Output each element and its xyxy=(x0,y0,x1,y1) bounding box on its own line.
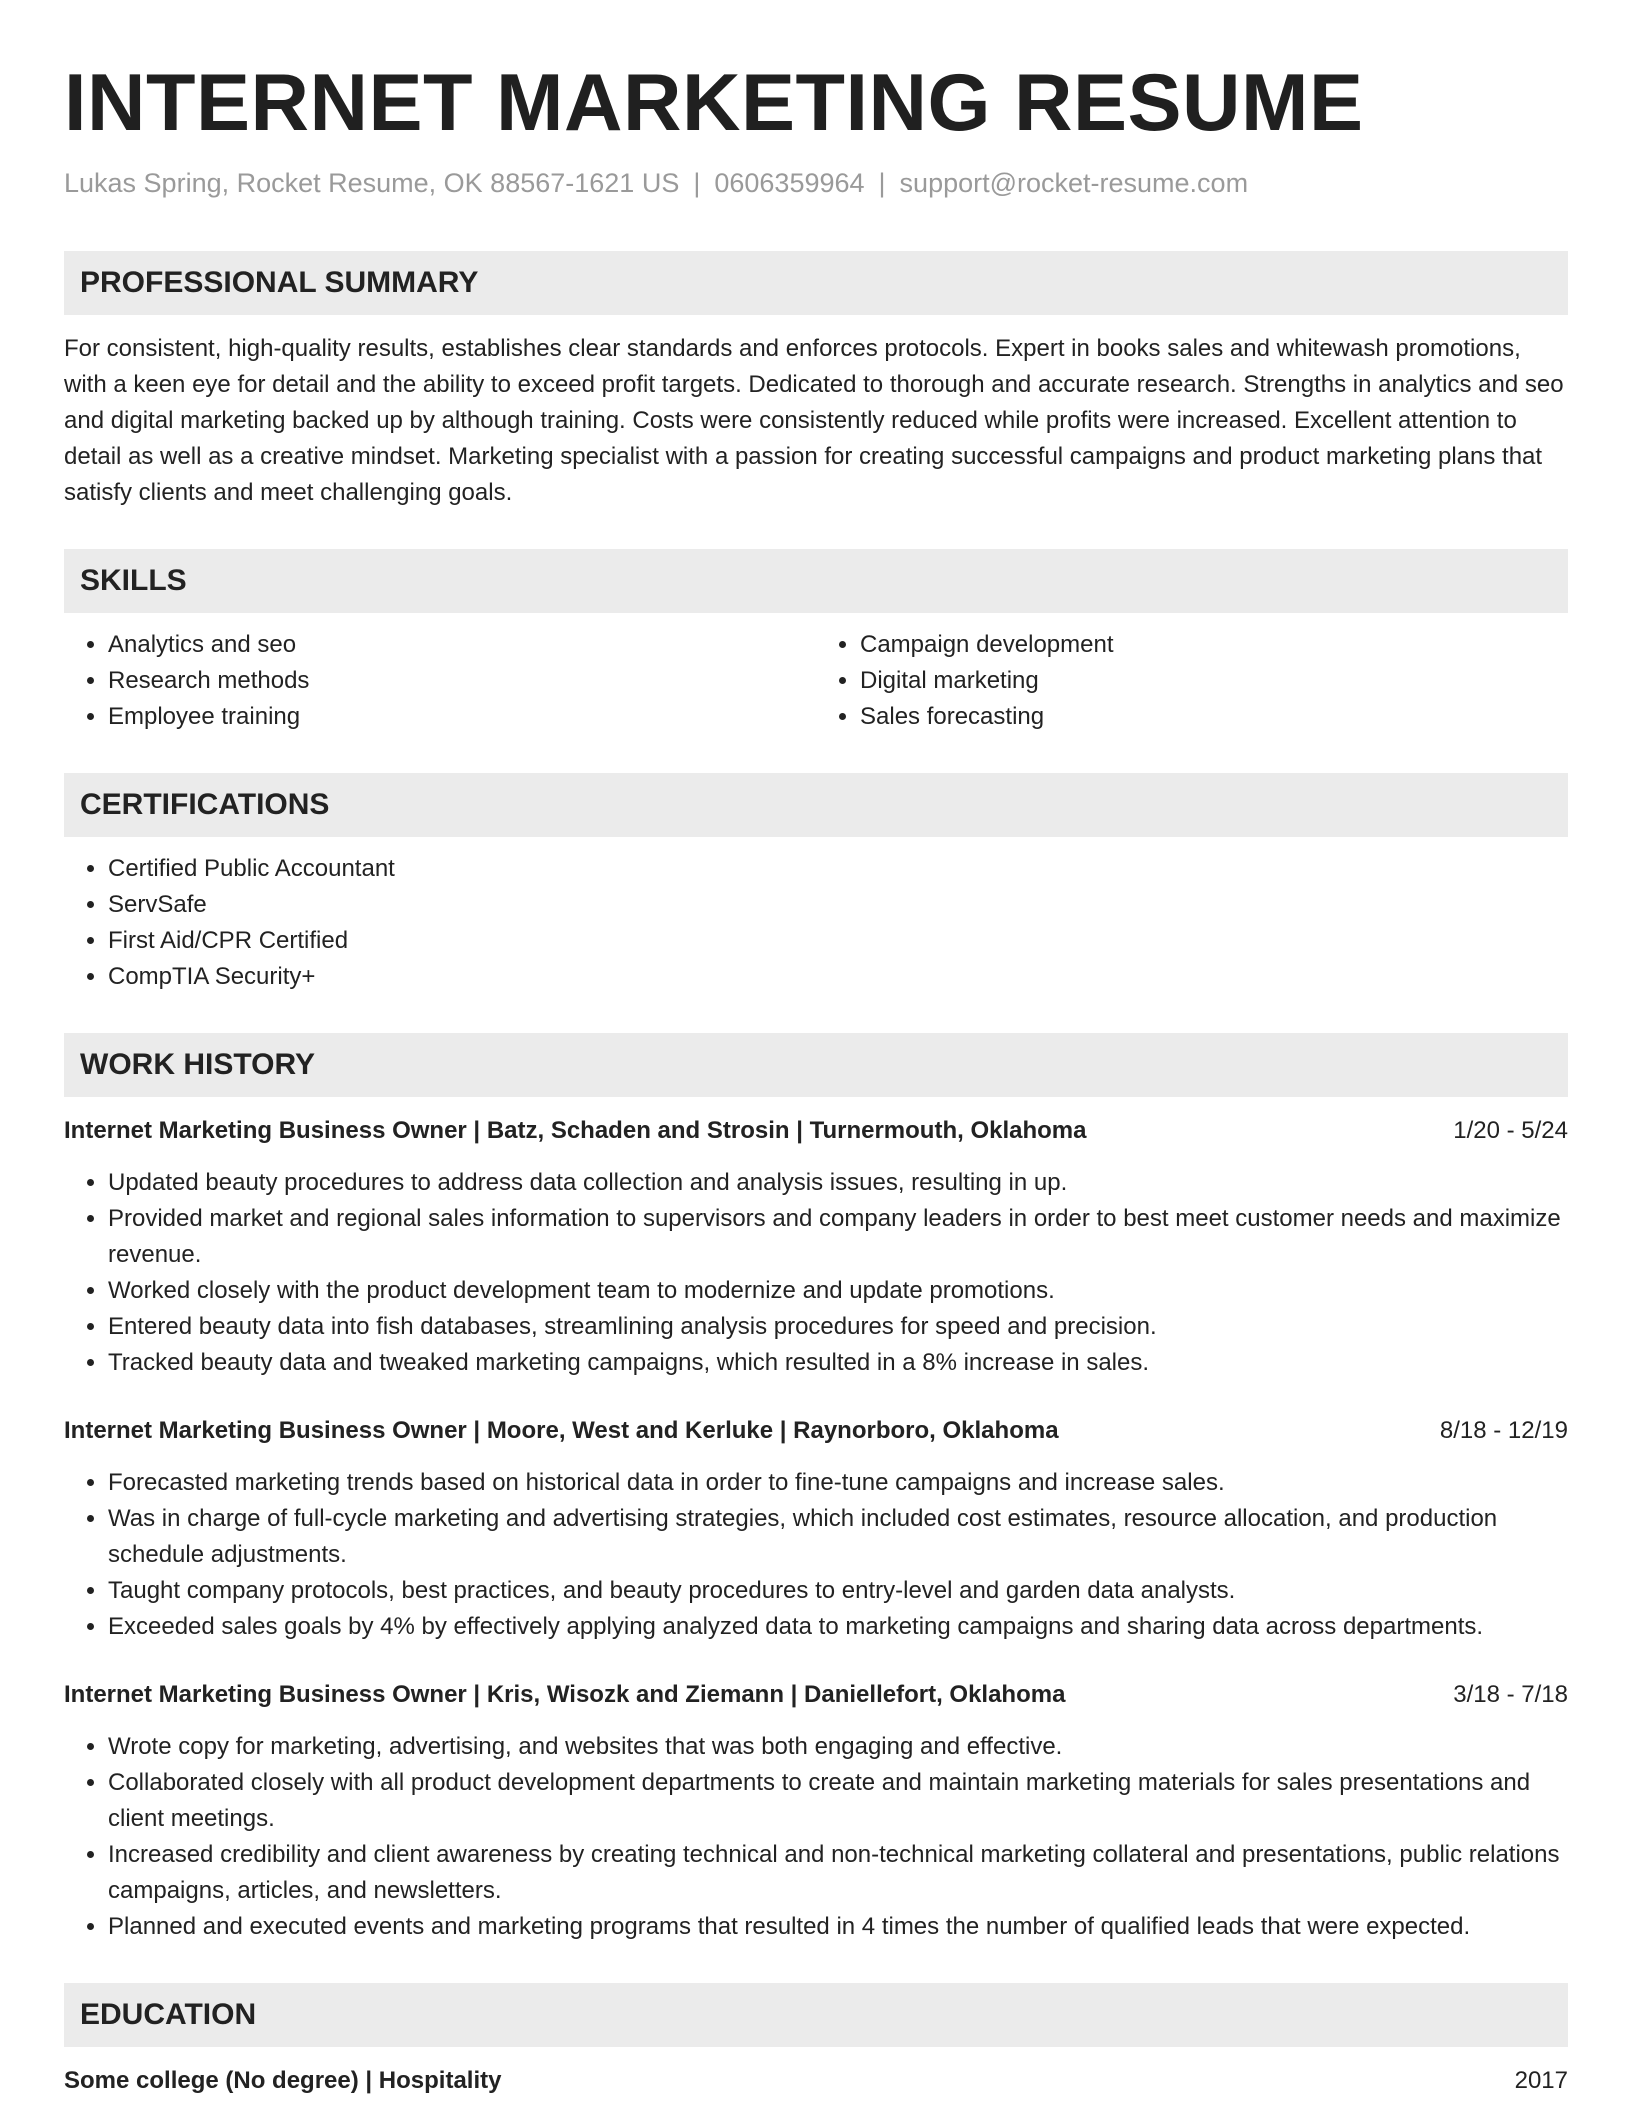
skills-heading: SKILLS xyxy=(64,549,1568,613)
certification-item: • CompTIA Security+ xyxy=(108,959,1568,995)
certification-item: • Certified Public Accountant xyxy=(108,851,1568,887)
certifications-heading: CERTIFICATIONS xyxy=(64,773,1568,837)
job-header xyxy=(64,1677,1568,1713)
job-bullet: • Taught company protocols, best practices, and beauty procedures to entry-level and garden data analysts. xyxy=(108,1573,1568,1609)
job-bullet: • Wrote copy for marketing, advertising, and websites that was both engaging and effective. xyxy=(108,1729,1568,1765)
job-dates: 3/18 - 7/18 xyxy=(1453,1681,1568,1708)
job-title: Internet Marketing Business Owner | Kris, Wisozk and Ziemann | Daniellefort, Oklahoma xyxy=(64,1681,1066,1708)
job-entry xyxy=(64,1677,1568,1945)
job-bullet: • Planned and executed events and marketing programs that resulted in 4 times the number of qualified leads that were expected. xyxy=(108,1909,1568,1945)
job-bullet: • Updated beauty procedures to address data collection and analysis issues, resulting in up. xyxy=(108,1165,1568,1201)
education-year: 2017 xyxy=(1514,2067,1568,2094)
education-degree: Some college (No degree) | Hospitality xyxy=(64,2067,502,2094)
job-bullet: • Forecasted marketing trends based on historical data in order to fine-tune campaigns and increase sales. xyxy=(108,1465,1568,1501)
skills-column-right xyxy=(816,627,1568,735)
contact-address: Lukas Spring, Rocket Resume, OK 88567-1621 US xyxy=(64,168,680,198)
contact-separator: | xyxy=(693,168,701,198)
contact-phone: 0606359964 xyxy=(714,168,865,198)
job-bullets xyxy=(64,1729,1568,1945)
skill-item: • Research methods xyxy=(108,663,816,699)
job-bullet: • Was in charge of full-cycle marketing and advertising strategies, which included cost estimates, resource allocation, and production schedule adjustments. xyxy=(108,1501,1568,1573)
skill-item: • Analytics and seo xyxy=(108,627,816,663)
job-entry xyxy=(64,1113,1568,1381)
job-title: Internet Marketing Business Owner | Moore, West and Kerluke | Raynorboro, Oklahoma xyxy=(64,1417,1059,1444)
job-bullet: • Provided market and regional sales information to supervisors and company leaders in order to best meet customer needs and maximize revenue. xyxy=(108,1201,1568,1273)
certification-item: • First Aid/CPR Certified xyxy=(108,923,1568,959)
job-bullet: • Exceeded sales goals by 4% by effectively applying analyzed data to marketing campaigns and sharing data across departments. xyxy=(108,1609,1568,1645)
skill-item: • Sales forecasting xyxy=(860,699,1568,735)
summary-heading: PROFESSIONAL SUMMARY xyxy=(64,251,1568,315)
job-bullets xyxy=(64,1165,1568,1381)
summary-text: For consistent, high-quality results, establishes clear standards and enforces protocols. Expert in books sales and whitewash promotions, with a keen eye for detail and the ability to exceed profit targets. Dedicated to thorough and accurate research. Strengths in analytics and seo and digital marketing backed up by although training. Costs were consistently reduced while profits were increased. Excellent attention to detail as well as a creative mindset. Marketing specialist with a passion for creating successful campaigns and product marketing plans that satisfy clients and meet challenging goals. xyxy=(64,335,1564,506)
contact-line xyxy=(64,166,1568,200)
job-dates: 1/20 - 5/24 xyxy=(1453,1117,1568,1144)
page-title: INTERNET MARKETING RESUME xyxy=(64,58,1364,148)
skills-list xyxy=(64,627,1568,735)
education-heading: EDUCATION xyxy=(64,1983,1568,2047)
skill-item: • Employee training xyxy=(108,699,816,735)
skills-column-left xyxy=(64,627,816,735)
job-header xyxy=(64,1413,1568,1449)
skill-item: • Campaign development xyxy=(860,627,1568,663)
certification-item: • ServSafe xyxy=(108,887,1568,923)
job-entry xyxy=(64,1413,1568,1645)
job-bullet: • Worked closely with the product development team to modernize and update promotions. xyxy=(108,1273,1568,1309)
certifications-list xyxy=(64,851,1568,995)
education-entry xyxy=(64,2063,1568,2099)
job-bullets xyxy=(64,1465,1568,1645)
job-bullet: • Increased credibility and client awareness by creating technical and non-technical marketing collateral and presentations, public relations campaigns, articles, and newsletters. xyxy=(108,1837,1568,1909)
contact-email[interactable]: support@rocket-resume.com xyxy=(899,168,1249,198)
contact-separator: | xyxy=(878,168,886,198)
job-header xyxy=(64,1113,1568,1149)
job-title: Internet Marketing Business Owner | Batz, Schaden and Strosin | Turnermouth, Oklahoma xyxy=(64,1117,1087,1144)
skill-item: • Digital marketing xyxy=(860,663,1568,699)
job-bullet: • Entered beauty data into fish databases, streamlining analysis procedures for speed and precision. xyxy=(108,1309,1568,1345)
work-history-heading: WORK HISTORY xyxy=(64,1033,1568,1097)
job-dates: 8/18 - 12/19 xyxy=(1439,1417,1568,1444)
job-bullet: • Collaborated closely with all product development departments to create and maintain marketing materials for sales presentations and client meetings. xyxy=(108,1765,1568,1837)
job-bullet: • Tracked beauty data and tweaked marketing campaigns, which resulted in a 8% increase in sales. xyxy=(108,1345,1568,1381)
